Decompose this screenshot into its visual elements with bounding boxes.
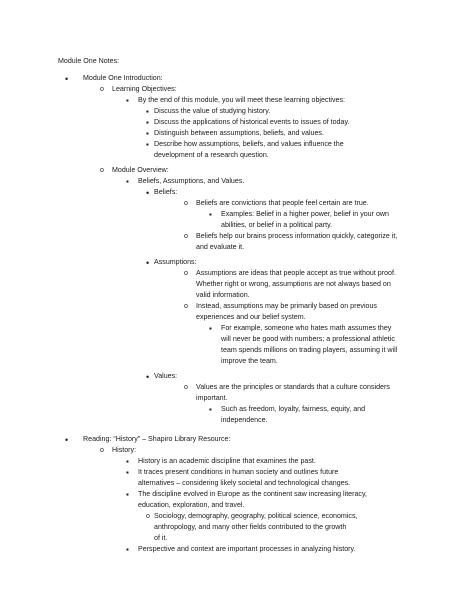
dot-bullet-icon xyxy=(65,73,68,85)
outline-line: valid information. xyxy=(196,291,250,299)
outline-line: Learning Objectives: xyxy=(112,85,177,93)
outline-line: experiences and our belief system. xyxy=(196,313,306,321)
outline-line: The discipline evolved in Europe as the continent saw increasing literacy, xyxy=(138,490,367,498)
page-title: Module One Notes: xyxy=(58,57,120,65)
dot-bullet-icon xyxy=(146,257,149,269)
outline-line: Describe how assumptions, beliefs, and values influence the xyxy=(154,140,344,148)
outline-line: Instead, assumptions may be primarily based on previous xyxy=(196,302,377,310)
outline-line: and evaluate it. xyxy=(196,243,245,251)
circle-bullet-icon xyxy=(146,511,150,522)
outline-line: abilities, or belief in a political party. xyxy=(221,221,333,229)
outline-line: of it. xyxy=(154,534,168,542)
outline-line: For example, someone who hates math assumes they xyxy=(221,324,392,332)
square-bullet-icon xyxy=(126,95,129,107)
outline-line: Assumptions: xyxy=(154,258,197,266)
outline-line: Discuss the applications of historical events to issues of today. xyxy=(154,118,350,126)
outline-line: will never be good with numbers; a professional athletic xyxy=(221,335,395,343)
outline-line: development of a research question. xyxy=(154,151,269,159)
circle-bullet-icon xyxy=(100,165,104,176)
outline-line: Such as freedom, loyalty, fairness, equity, and xyxy=(221,405,366,413)
outline-line: Beliefs: xyxy=(154,188,178,196)
outline-line: Module Overview: xyxy=(112,166,169,174)
outline-line: History is an academic discipline that examines the past. xyxy=(138,457,316,465)
square-bullet-icon xyxy=(126,467,129,479)
circle-bullet-icon xyxy=(100,84,104,95)
circle-bullet-icon xyxy=(184,268,188,279)
square-bullet-icon xyxy=(209,323,212,335)
outline-line: Values: xyxy=(154,372,178,380)
outline-line: Discuss the value of studying history. xyxy=(154,107,271,115)
outline-line: Sociology, demography, geography, political science, economics, xyxy=(154,512,358,520)
outline-line: Assumptions are ideas that people accept as true without proof. xyxy=(196,269,396,277)
outline-line: Perspective and context are important processes in analyzing history. xyxy=(138,545,356,553)
outline-line: Distinguish between assumptions, beliefs, and values. xyxy=(154,129,324,137)
square-bullet-icon xyxy=(146,139,149,151)
circle-bullet-icon xyxy=(184,231,188,242)
outline-line: important. xyxy=(196,394,228,402)
square-bullet-icon xyxy=(209,404,212,416)
dot-bullet-icon xyxy=(146,187,149,199)
outline-line: improve the team. xyxy=(221,357,278,365)
outline-line: team spends millions on trading players, assuming it will xyxy=(221,346,398,354)
square-bullet-icon xyxy=(126,176,129,188)
circle-bullet-icon xyxy=(184,301,188,312)
circle-bullet-icon xyxy=(184,198,188,209)
outline-line: independence. xyxy=(221,416,268,424)
dot-bullet-icon xyxy=(146,371,149,383)
square-bullet-icon xyxy=(126,544,129,556)
circle-bullet-icon xyxy=(100,445,104,456)
outline-line: Beliefs, Assumptions, and Values. xyxy=(138,177,245,185)
square-bullet-icon xyxy=(209,209,212,221)
outline-line: Reading: “History” – Shapiro Library Resource: xyxy=(83,435,231,443)
outline-line: History: xyxy=(112,446,137,454)
outline-line: anthropology, and many other fields contributed to the growth xyxy=(154,523,347,531)
outline-line: Values are the principles or standards that a culture considers xyxy=(196,383,390,391)
outline-line: By the end of this module, you will meet these learning objectives: xyxy=(138,96,346,104)
outline-line: Whether right or wrong, assumptions are not always based on xyxy=(196,280,391,288)
square-bullet-icon xyxy=(126,489,129,501)
circle-bullet-icon xyxy=(184,382,188,393)
outline-line: alternatives – considering likely societal and technological changes. xyxy=(138,479,351,487)
outline-line: Beliefs help our brains process information quickly, categorize it, xyxy=(196,232,398,240)
outline-line: Module One Introduction: xyxy=(83,74,163,82)
outline-line: Beliefs are convictions that people feel certain are true. xyxy=(196,199,369,207)
outline-line: education, exploration, and travel. xyxy=(138,501,245,509)
dot-bullet-icon xyxy=(65,434,68,446)
outline-line: Examples: Belief in a higher power, belief in your own xyxy=(221,210,389,218)
outline-line: It traces present conditions in human society and outlines future xyxy=(138,468,339,476)
